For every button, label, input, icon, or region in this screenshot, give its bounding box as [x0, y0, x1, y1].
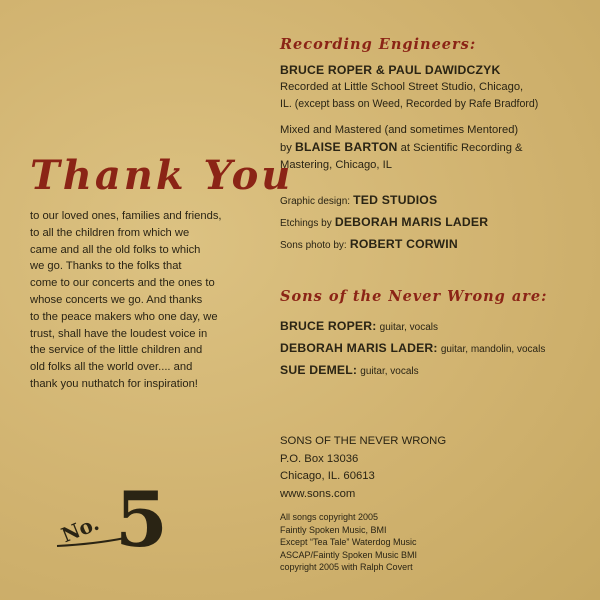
mixed-line: Mixed and Mastered (and sometimes Mentored) [280, 124, 519, 136]
photo-name: ROBERT CORWIN [349, 237, 458, 251]
contact-po-box: P.O. Box 13036 [280, 452, 359, 465]
member-role: guitar, mandolin, vocals [440, 344, 546, 355]
member-role: guitar, vocals [379, 322, 439, 333]
thank-you-line: we go. Thanks to the folks that [30, 260, 182, 273]
copyright-line: Except “Tea Tale” Waterdog Music [280, 537, 417, 547]
disc-number-value: 5 [115, 480, 168, 560]
thank-you-line: to all the children from which we [30, 226, 190, 239]
mixed-location: Mastering, Chicago, IL [280, 159, 392, 171]
mixed-at-line: at Scientific Recording & [400, 142, 523, 154]
mixed-by-name: BLAISE BARTON [294, 140, 398, 154]
disc-number-prefix: No. [57, 510, 103, 548]
mixing-credits [280, 122, 580, 174]
graphic-design-label: Graphic design: [280, 196, 351, 207]
copyright-line: Faintly Spoken Music, BMI [280, 524, 387, 535]
thank-you-line: the service of the little children and [30, 344, 203, 357]
contact-website: www.sons.com [280, 487, 356, 500]
thank-you-title: Thank You [30, 152, 294, 199]
recording-credits [280, 62, 580, 113]
band-member [280, 316, 580, 338]
band-heading: Sons of the Never Wrong are: [280, 288, 548, 305]
copyright-line: All songs copyright 2005 [280, 512, 379, 522]
recorded-at-line-2: IL. (except bass on Weed, Recorded by Rafe Bradford) [280, 98, 539, 110]
recorded-at-line: Recorded at Little School Street Studio, Chicago, [280, 81, 524, 93]
member-name: SUE DEMEL: [280, 363, 358, 377]
member-name: BRUCE ROPER: [280, 319, 377, 333]
copyright-line: copyright 2005 with Ralph Covert [280, 562, 413, 572]
engineers-names: BRUCE ROPER & PAUL DAWIDCZYK [280, 63, 501, 77]
thank-you-line: to the peace makers who one day, we [30, 310, 218, 323]
thank-you-line: trust, shall have the loudest voice in [30, 327, 208, 340]
member-role: guitar, vocals [360, 366, 419, 377]
design-credits [280, 190, 580, 256]
etchings-name: DEBORAH MARIS LADER [334, 215, 489, 229]
thank-you-body [30, 208, 266, 393]
band-member [280, 338, 580, 360]
disc-number-graphic [55, 480, 185, 560]
thank-you-line: thank you nuthatch for inspiration! [30, 377, 198, 390]
disc-number-mark [55, 480, 185, 560]
band-members-list [280, 316, 580, 382]
photo-label: Sons photo by: [280, 240, 347, 251]
etchings-label: Etchings by [280, 218, 332, 229]
copyright-line: ASCAP/Faintly Spoken Music BMI [280, 549, 418, 560]
thank-you-line: whose concerts we go. And thanks [30, 293, 203, 306]
mixed-by-label: by [280, 142, 292, 154]
graphic-design-name: TED STUDIOS [353, 193, 438, 207]
member-name: DEBORAH MARIS LADER: [280, 341, 438, 355]
thank-you-line: to our loved ones, families and friends, [30, 210, 222, 222]
contact-block [280, 433, 446, 503]
band-member [280, 360, 580, 382]
contact-city: Chicago, IL. 60613 [280, 470, 375, 482]
thank-you-line: old folks all the world over.... and [30, 361, 193, 374]
thank-you-line: come to our concerts and the ones to [30, 277, 215, 290]
recording-engineers-heading: Recording Engineers: [280, 36, 477, 53]
contact-name: SONS OF THE NEVER WRONG [280, 435, 447, 447]
thank-you-line: came and all the old folks to which [30, 243, 201, 256]
copyright-block [280, 511, 417, 574]
